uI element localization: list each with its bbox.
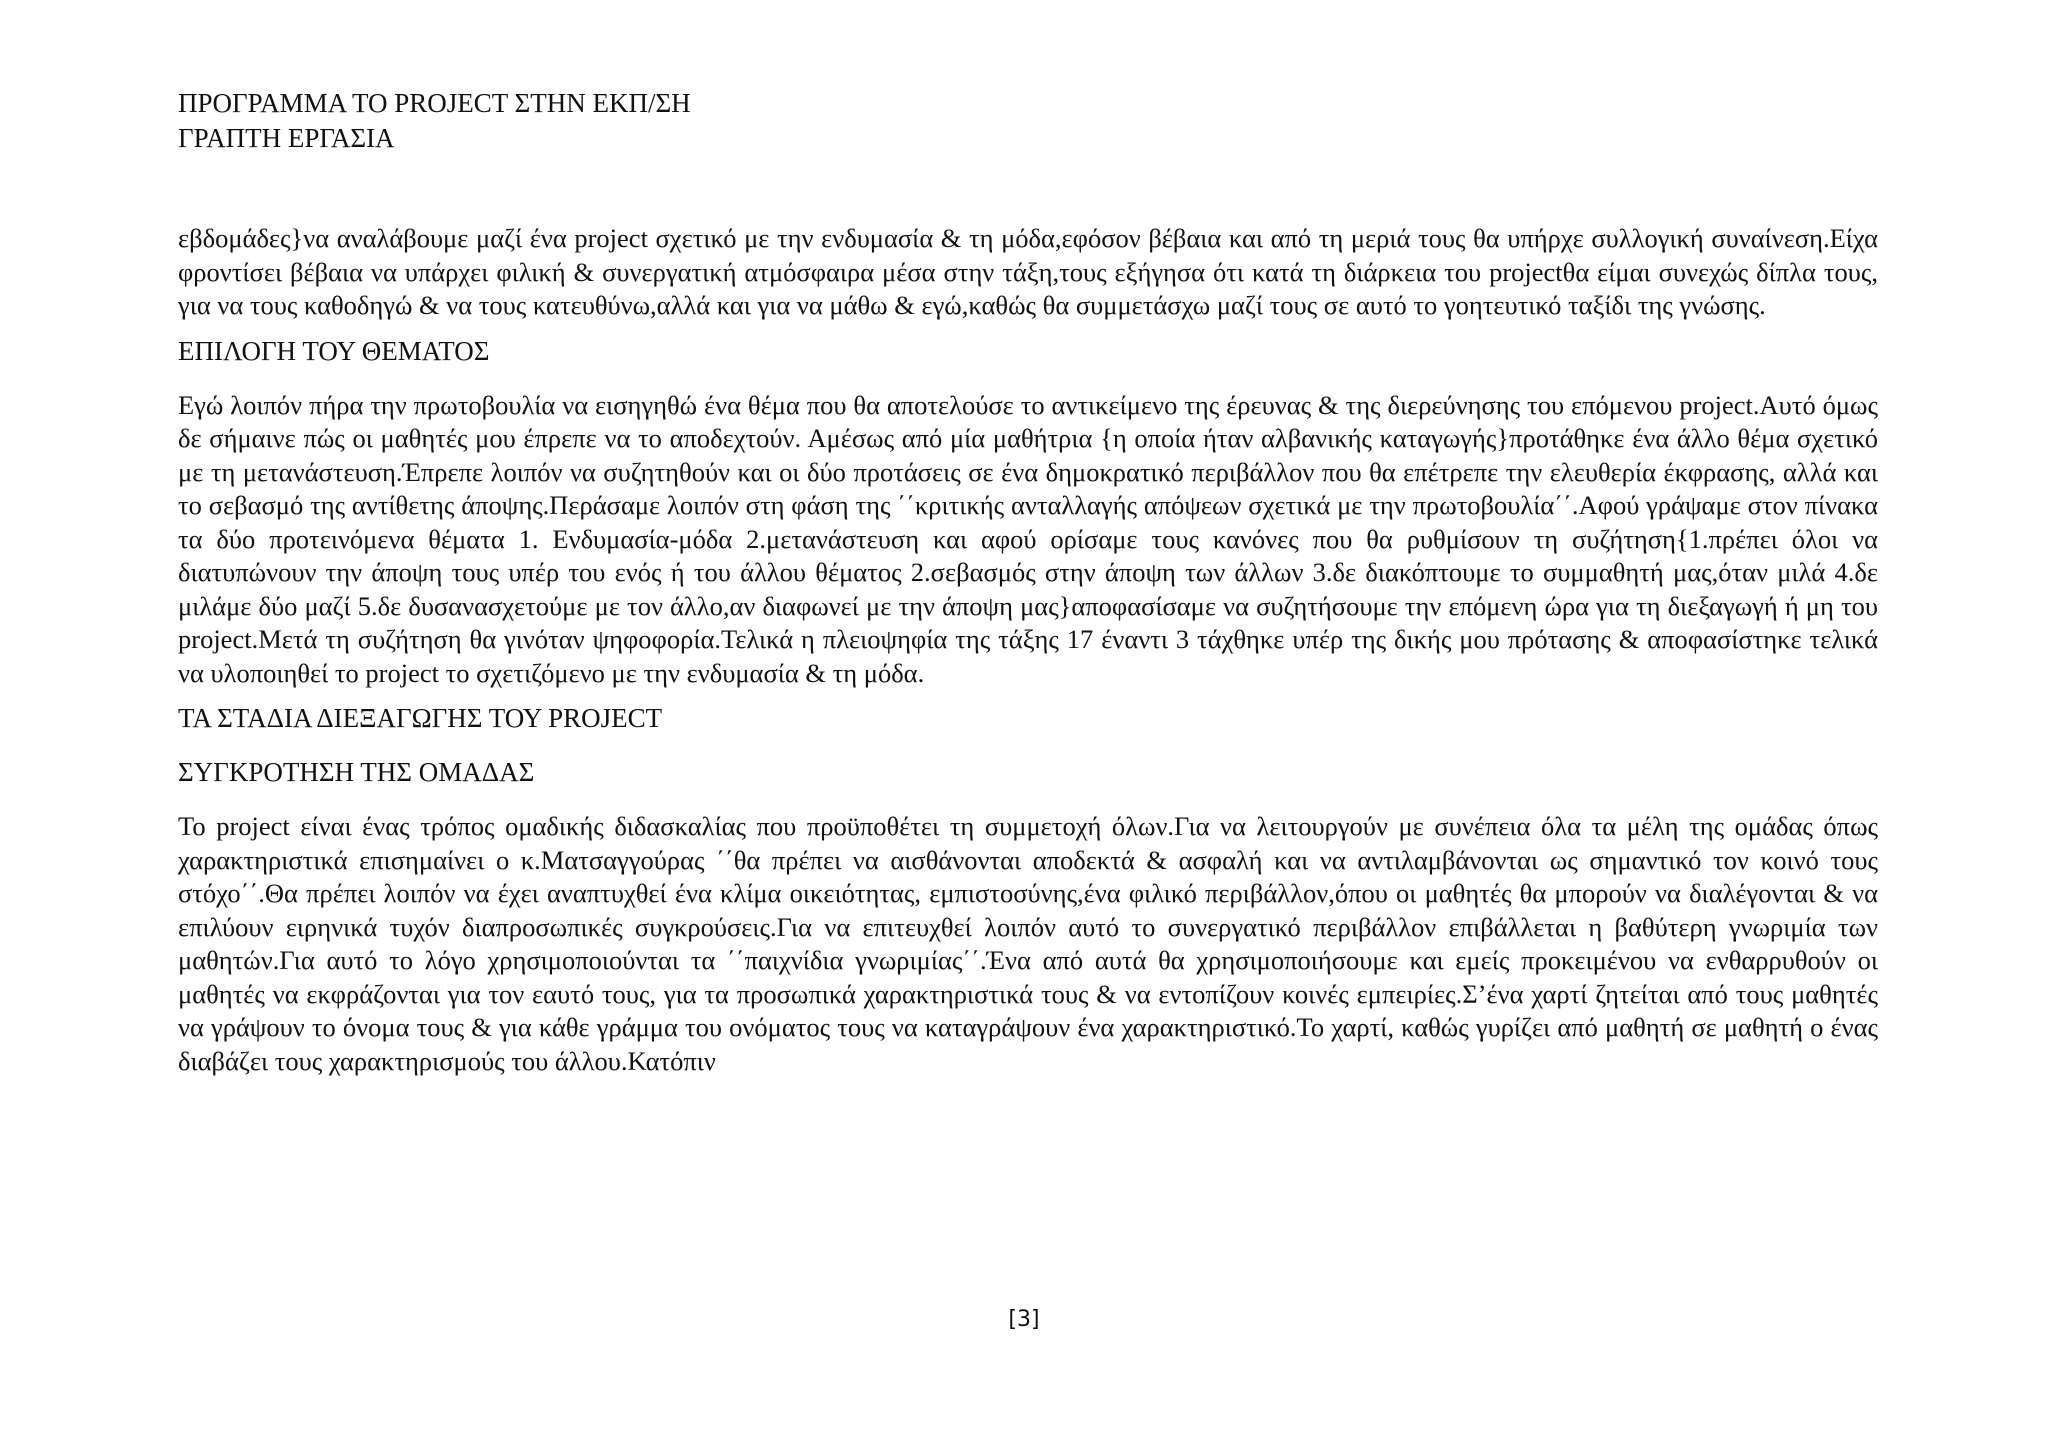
header-title: ΠΡΟΓΡΑΜΜΑ ΤΟ PROJECT ΣΤΗΝ ΕΚΠ/ΣΗ (178, 88, 691, 118)
section-heading-team-formation: ΣΥΓΚΡΟΤΗΣΗ ΤΗΣ ΟΜΑΔΑΣ (178, 757, 535, 787)
header-subtitle: ΓΡΑΠΤΗ ΕΡΓΑΣΙΑ (178, 123, 395, 153)
paragraph-team-formation: Το project είναι ένας τρόπος ομαδικής διδασκαλίας που προϋποθέτει τη συμμετοχή όλων.Για να λειτουργούν με συνέπεια όλα τα μέλη της ομάδας όπως χαρακτηριστικά επισημαίνει ο κ.Ματσαγγούρας ΄΄θα πρέπει να αισθάνονται αποδεκτά & ασφαλή και να αντιλαμβάνονται ως σημαντικό τον κοινό τους στόχο΄΄.Θα πρέπει λοιπόν να έχει αναπτυχθεί ένα κλίμα οικειότητας, εμπιστοσύνης,ένα φιλικό περιβάλλον,όπου οι μαθητές θα μπορούν να διαλέγονται & να επιλύουν ειρηνικά τυχόν διαπροσωπικές συγκρούσεις.Για να επιτευχθεί λοιπόν αυτό το συνεργατικό περιβάλλον επιβάλλεται η βαθύτερη γνωριμία των μαθητών.Για αυτό το λόγο χρησιμοποιούνται τα ΄΄παιχνίδια γνωριμίας΄΄.Ένα από αυτά θα χρησιμοποιήσουμε και εμείς προκειμένου να ενθαρρυθούν οι μαθητές να εκφράζονται για τον εαυτό τους, για τα προσωπικά χαρακτηριστικά τους & να εντοπίζουν κοινές εμπειρίες.Σ’ένα χαρτί ζητείται από τους μαθητές να γράψουν το όνομα τους & για κάθε γράμμα του ονόματος τους να καταγράψουν ένα χαρακτηριστικό.Το χαρτί, καθώς γυρίζει από μαθητή σε μαθητή ο ένας διαβάζει τους χαρακτηρισμούς του άλλου.Κατόπιν (178, 811, 1878, 1076)
section-heading-project-stages: ΤΑ ΣΤΑΔΙΑ ΔΙΕΞΑΓΩΓΗΣ ΤΟΥ PROJECT (178, 703, 663, 733)
paragraph-topic-selection: Εγώ λοιπόν πήρα την πρωτοβουλία να εισηγηθώ ένα θέμα που θα αποτελούσε το αντικείμενο της έρευνας & της διερεύνησης του επόμενου project.Αυτό όμως δε σήμαινε πώς οι μαθητές μου έπρεπε να το αποδεχτούν. Αμέσως από μία μαθήτρια {η οποία ήταν αλβανικής καταγωγής}προτάθηκε ένα άλλο θέμα σχετικό με τη μετανάστευση.Έπρεπε λοιπόν να συζητηθούν και οι δύο προτάσεις σε ένα δημοκρατικό περιβάλλον που θα επέτρεπε την ελευθερία έκφρασης, αλλά και το σεβασμό της αντίθετης άποψης.Περάσαμε λοιπόν στη φάση της ΄΄κριτικής ανταλλαγής απόψεων σχετικά με την πρωτοβουλία΄΄.Αφού γράψαμε στον πίνακα τα δύο προτεινόμενα θέματα 1. Ενδυμασία-μόδα 2.μετανάστευση και αφού ορίσαμε τους κανόνες που θα ρυθμίσουν τη συζήτηση{1.πρέπει όλοι να διατυπώνουν την άποψη τους υπέρ του ενός ή του άλλου θέματος 2.σεβασμός στην άποψη των άλλων 3.δε διακόπτουμε το συμμαθητή μας,όταν μιλά 4.δε μιλάμε δύο μαζί 5.δε δυσανασχετούμε με τον άλλο,αν διαφωνεί με την άποψη μας}αποφασίσαμε να συζητήσουμε την επόμενη ώρα για τη διεξαγωγή ή μη του project.Μετά τη συζήτηση θα γινόταν ψηφοφορία.Τελικά η πλειοψηφία της τάξης 17 έναντι 3 τάχθηκε υπέρ της δικής μου πρότασης & αποφασίστηκε τελικά να υλοποιηθεί το project το σχετιζόμενο με την ενδυμασία & τη μόδα. (178, 389, 1878, 688)
page-number: [3] (1008, 1307, 1040, 1332)
document-body (178, 222, 1878, 1090)
section-heading-topic-selection: ΕΠΙΛΟΓΗ ΤΟΥ ΘΕΜΑΤΟΣ (178, 335, 490, 366)
page-header (178, 86, 1878, 156)
paragraph-intro: εβδομάδες}να αναλάβουμε μαζί ένα project σχετικό με την ενδυμασία & τη μόδα,εφόσον βέβαια και από τη μεριά τους θα υπήρχε συλλογική συναίνεση.Είχα φροντίσει βέβαια να υπάρχει φιλική & συνεργατική ατμόσφαιρα μέσα στην τάξη,τους εξήγησα ότι κατά τη διάρκεια του projectθα είμαι συνεχώς δίπλα τους, για να τους καθοδηγώ & να τους κατευθύνω,αλλά και για να μάθω & εγώ,καθώς θα συμμετάσχω μαζί τους σε αυτό το γοητευτικό ταξίδι της γνώσης. (178, 223, 1878, 320)
